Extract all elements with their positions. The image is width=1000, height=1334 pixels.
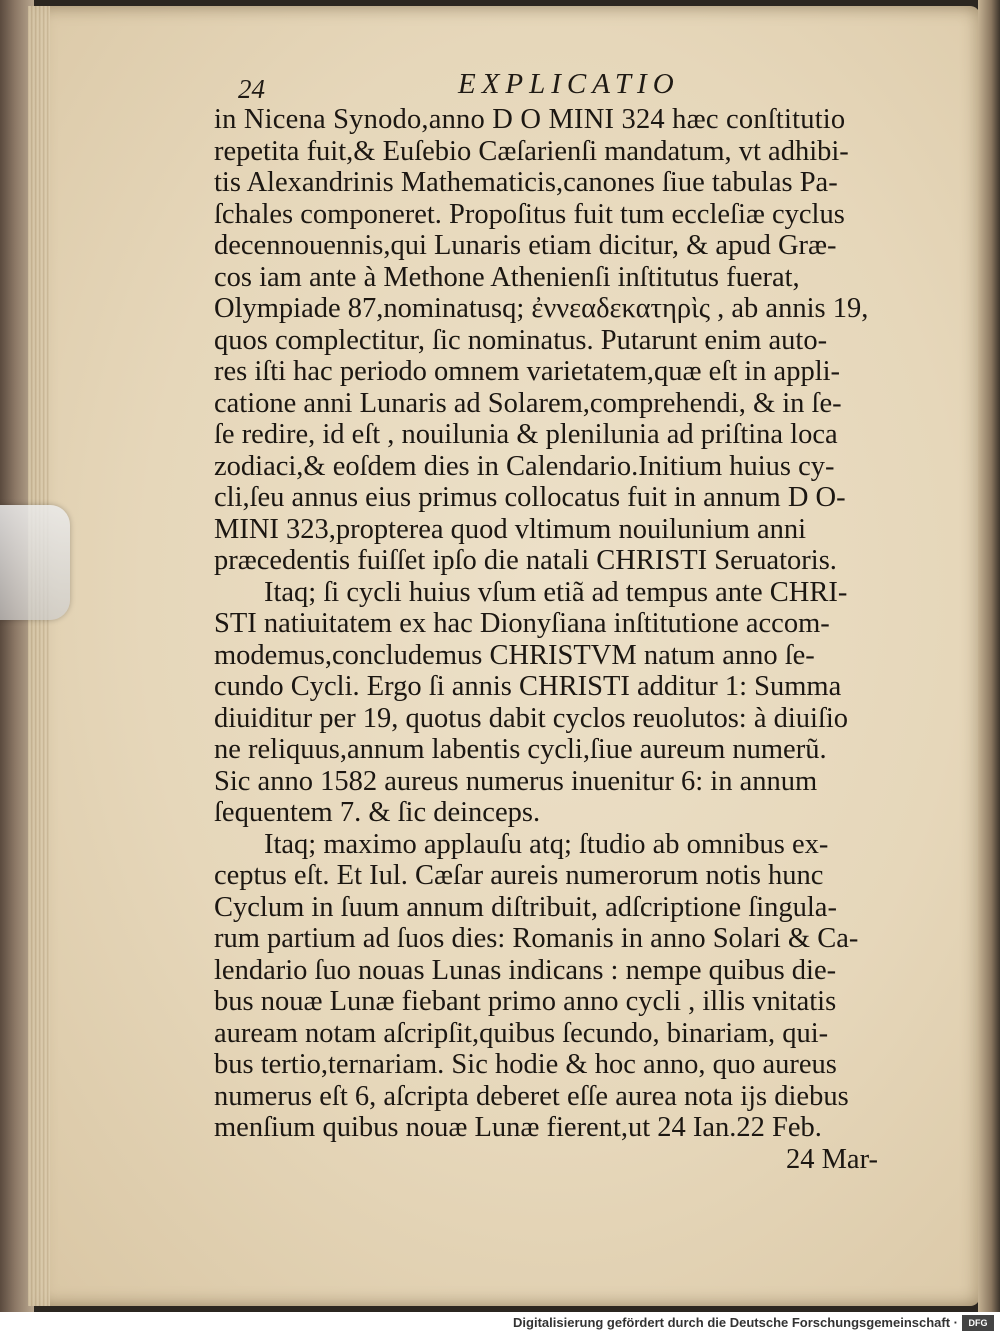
text-line: ceptus eſt. Et Iul. Cæſar aureis numerorum notis hunc <box>214 860 824 891</box>
text-line: diuiditur per 19, quotus dabit cyclos reuolutos: à diuiſio <box>214 702 849 734</box>
page-header <box>238 68 880 108</box>
text-line: res iſti hac periodo omnem varietatem,quæ eſt in appli- <box>214 356 841 387</box>
text-line: decennouennis,qui Lunaris etiam dicitur, & apud Græ- <box>214 230 837 261</box>
text-line: ſequentem 7. & ſic deinceps. <box>214 797 541 828</box>
text-line: numerus eſt 6, aſcripta deberet eſſe aurea nota ijs diebus <box>214 1080 849 1112</box>
text-line: ſchales componeret. Propoſitus fuit tum eccleſiæ cyclus <box>214 198 845 230</box>
funding-credit: Digitalisierung gefördert durch die Deutsche Forschungsgemeinschaft · <box>513 1315 958 1330</box>
running-head: EXPLICATIO <box>458 68 680 100</box>
text-line: in Nicena Synodo,anno D O MINI 324 hæc conſtitutio <box>214 104 846 135</box>
text-line: lendario ſuo nouas Lunas indicans : nempe quibus die- <box>214 954 837 986</box>
text-line: ſe redire, id eſt , nouilunia & plenilunia ad priſtina loca <box>214 419 838 450</box>
body-text <box>214 104 886 1175</box>
text-line: cli,ſeu annus eius primus collocatus fuit in annum D O- <box>214 482 846 513</box>
text-line: Itaq; ſi cycli huius vſum etiã ad tempus ante CHRI- <box>264 576 848 608</box>
text-line: modemus,concludemus CHRISTVM natum anno ſe- <box>214 639 815 671</box>
text-line: cundo Cycli. Ergo ſi annis CHRISTI additur 1: Summa <box>214 671 842 702</box>
digitization-footer <box>0 1312 1000 1334</box>
page-number: 24 <box>238 74 265 104</box>
text-line: Cyclum in ſuum annum diſtribuit, adſcriptione ſingula- <box>214 891 837 923</box>
text-line: menſium quibus nouæ Lunæ fierent,ut 24 Ian.22 Feb. <box>214 1112 822 1143</box>
text-line: cos iam ante à Methone Athenienſi inſtitutus fuerat, <box>214 261 800 293</box>
page-gutter <box>28 6 50 1306</box>
text-line: Sic anno 1582 aureus numerus inuenitur 6: in annum <box>214 765 818 797</box>
text-line: Olympiade 87,nominatusq; ἐννεαδεκατηρὶς , ab annis 19, <box>214 293 869 324</box>
text-line: catione anni Lunaris ad Solarem,comprehendi, & in ſe- <box>214 387 842 419</box>
text-line: tis Alexandrinis Mathematicis,canones ſiue tabulas Pa- <box>214 167 838 198</box>
book-right-edge <box>978 0 1000 1312</box>
dfg-logo: DFG <box>962 1315 994 1331</box>
text-line: Itaq; maximo applauſu atq; ſtudio ab omnibus ex- <box>264 828 829 860</box>
text-line: quos complectitur, ſic nominatus. Putarunt enim auto- <box>214 324 828 356</box>
text-line: STI natiuitatem ex hac Dionyſiana inſtitutione accom- <box>214 608 830 639</box>
text-line: auream notam aſcripſit,quibus ſecundo, binariam, qui- <box>214 1017 829 1049</box>
text-line: MINI 323,propterea quod vltimum nouilunium anni <box>214 513 807 545</box>
text-line: rum partium ad ſuos dies: Romanis in anno Solari & Ca- <box>214 923 859 954</box>
plastic-page-clip <box>0 505 70 620</box>
catchword: 24 Mar- <box>785 1143 878 1175</box>
text-line: zodiaci,& eoſdem dies in Calendario.Initium huius cy- <box>214 450 835 482</box>
text-line: bus nouæ Lunæ fiebant primo anno cycli , illis vnitatis <box>214 986 837 1017</box>
text-line: repetita fuit,& Euſebio Cæſarienſi mandatum, vt adhibi- <box>214 135 849 167</box>
text-line: præcedentis fuiſſet ipſo die natali CHRISTI Seruatoris. <box>214 545 837 576</box>
text-line: bus tertio,ternariam. Sic hodie & hoc anno, quo aureus <box>214 1049 837 1080</box>
text-line: ne reliquus,annum labentis cycli,ſiue aureum numerũ. <box>214 734 827 765</box>
